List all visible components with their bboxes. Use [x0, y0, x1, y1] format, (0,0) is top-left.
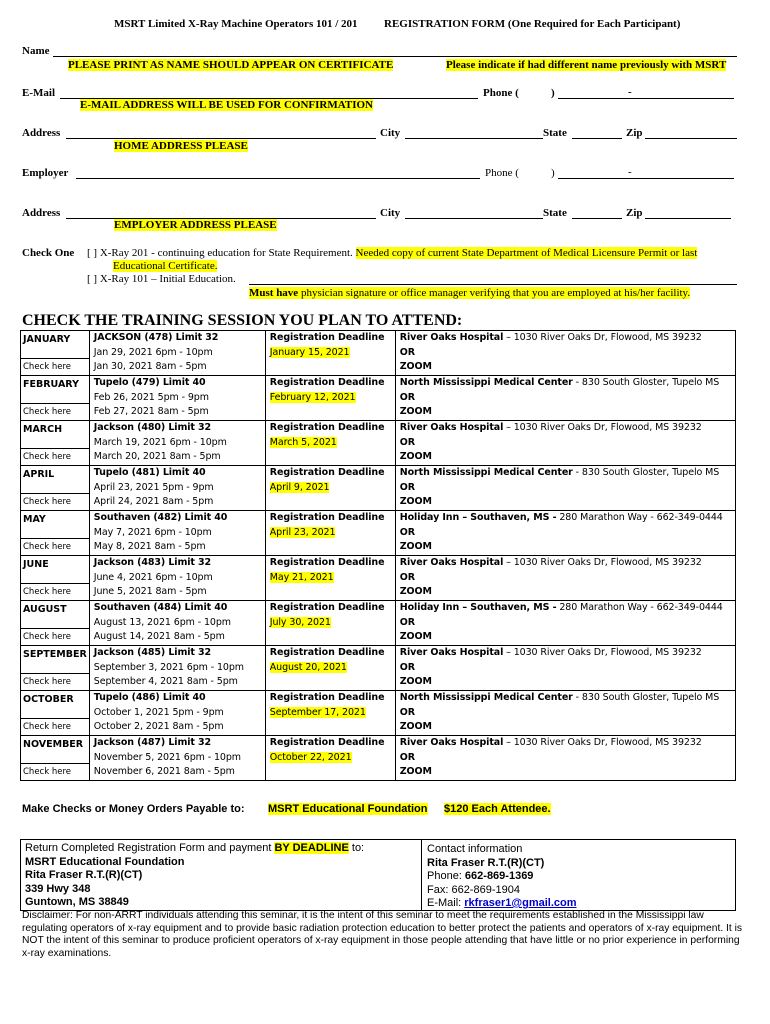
venue-or: OR	[399, 481, 415, 493]
session-title: Southaven (484) Limit 40	[93, 602, 228, 613]
month-name: APRIL	[23, 469, 55, 480]
check-one-label: Check One	[22, 247, 75, 259]
session-title: JACKSON (478) Limit 32	[93, 332, 219, 343]
venue-cell	[395, 691, 735, 736]
session-date-1: Feb 26, 2021 5pm - 9pm	[93, 391, 209, 403]
deadline-date: October 22, 2021	[269, 751, 352, 763]
session-row	[21, 691, 736, 736]
session-row	[21, 466, 736, 511]
venue-zoom: ZOOM	[399, 586, 432, 597]
must-have-note	[249, 287, 690, 299]
deadline-date: January 15, 2021	[269, 346, 350, 358]
contact-title: Contact information	[427, 843, 523, 855]
session-date-2: September 4, 2021 8am - 5pm	[93, 676, 238, 687]
home-state-field[interactable]	[572, 138, 622, 139]
zip-label: Zip	[626, 127, 643, 139]
contact-person: Rita Fraser R.T.(R)(CT)	[427, 856, 545, 869]
session-date-2: Feb 27, 2021 8am - 5pm	[93, 406, 209, 417]
venue-name: North Mississippi Medical Center	[399, 692, 573, 703]
deadline-label: Registration Deadline	[269, 602, 385, 613]
home-city-field[interactable]	[405, 138, 543, 139]
session-details	[89, 421, 265, 466]
check-here-box[interactable]: Check here	[21, 628, 89, 645]
return-org: MSRT Educational Foundation	[25, 855, 185, 868]
disclaimer: Disclaimer: For non-ARRT individuals attending this seminar, it is the intent of this seminar to meet the requirements established in the Mississippi law regulating operators of x-ray equipment and to provide basic radiation protection education to better protect the patients and operators of x-ray equipment. It is NOT the intent of this seminar to produce proficient operators of x-ray equipment in those people attending that have little or no prior experience in performing x-ray examinations.	[22, 910, 743, 959]
return-line-pre: Return Completed Registration Form and payment	[25, 842, 275, 854]
home-address-field[interactable]	[66, 138, 376, 139]
venue-cell	[395, 511, 735, 556]
check-here-box[interactable]: Check here	[21, 403, 89, 420]
session-title: Tupelo (479) Limit 40	[93, 377, 206, 388]
phone-field[interactable]	[558, 98, 734, 99]
month-cell	[21, 466, 90, 511]
venue-name: Holiday Inn – Southaven, MS -	[399, 512, 557, 523]
session-title: Jackson (480) Limit 32	[93, 422, 212, 433]
session-date-1: November 5, 2021 6pm - 10pm	[93, 751, 241, 763]
employer-label: Employer	[22, 167, 69, 179]
address-label: Address	[22, 127, 61, 139]
option-xray-201-requirement: Needed copy of current State Department of Medical Licensure Permit or last	[355, 247, 698, 259]
check-here-box[interactable]: Check here	[21, 538, 89, 555]
employer-phone-field[interactable]	[558, 178, 734, 179]
phone-dash: -	[628, 86, 632, 98]
option-xray-101[interactable]: [ ] X-Ray 101 – Initial Education.	[87, 273, 236, 285]
deadline-cell	[265, 601, 395, 646]
session-date-1: June 4, 2021 6pm - 10pm	[93, 571, 213, 583]
venue-name: River Oaks Hospital	[399, 737, 504, 748]
session-details	[89, 331, 265, 376]
deadline-cell	[265, 331, 395, 376]
venue-name: River Oaks Hospital	[399, 557, 504, 568]
session-details	[89, 556, 265, 601]
return-info-box	[20, 839, 736, 911]
month-name: MARCH	[23, 424, 63, 435]
venue-name: North Mississippi Medical Center	[399, 467, 573, 478]
deadline-date: September 17, 2021	[269, 706, 366, 718]
session-date-1: March 19, 2021 6pm - 10pm	[93, 436, 227, 448]
deadline-label: Registration Deadline	[269, 692, 385, 703]
venue-cell	[395, 646, 735, 691]
employer-city-field[interactable]	[405, 218, 543, 219]
venue-address: – 1030 River Oaks Dr, Flowood, MS 39232	[503, 737, 702, 748]
deadline-cell	[265, 556, 395, 601]
venue-address: – 1030 River Oaks Dr, Flowood, MS 39232	[503, 557, 702, 568]
venue-cell	[395, 466, 735, 511]
deadline-cell	[265, 691, 395, 736]
month-name: OCTOBER	[23, 694, 74, 705]
venue-address: – 1030 River Oaks Dr, Flowood, MS 39232	[503, 332, 702, 343]
venue-zoom: ZOOM	[399, 406, 432, 417]
session-date-1: October 1, 2021 5pm - 9pm	[93, 706, 224, 718]
session-row	[21, 601, 736, 646]
venue-or: OR	[399, 526, 415, 538]
venue-zoom: ZOOM	[399, 541, 432, 552]
deadline-date: August 20, 2021	[269, 661, 347, 673]
employer-address-note: EMPLOYER ADDRESS PLEASE	[114, 219, 277, 231]
venue-address: - 830 South Gloster, Tupelo MS	[572, 692, 720, 703]
month-cell	[21, 376, 90, 421]
deadline-label: Registration Deadline	[269, 377, 385, 388]
check-here-box[interactable]: Check here	[21, 718, 89, 735]
venue-name: River Oaks Hospital	[399, 332, 504, 343]
employer-field[interactable]	[76, 178, 480, 179]
city-label: City	[380, 127, 401, 139]
session-date-2: Jan 30, 2021 8am - 5pm	[93, 361, 207, 372]
deadline-date: February 12, 2021	[269, 391, 356, 403]
venue-or: OR	[399, 706, 415, 718]
sessions-table	[20, 330, 736, 781]
contact-fax: 662-869-1904	[451, 883, 520, 896]
session-details	[89, 376, 265, 421]
payable-label: Make Checks or Money Orders Payable to:	[22, 803, 245, 815]
deadline-cell	[265, 421, 395, 466]
session-date-2: October 2, 2021 8am - 5pm	[93, 721, 224, 732]
venue-name: River Oaks Hospital	[399, 422, 504, 433]
name-previous-note: Please indicate if had different name previously with MSRT	[446, 59, 727, 71]
deadline-label: Registration Deadline	[269, 422, 385, 433]
venue-or: OR	[399, 616, 415, 628]
employer-state-field[interactable]	[572, 218, 622, 219]
return-city: Guntown, MS 38849	[25, 896, 129, 908]
check-here-box[interactable]: Check here	[21, 448, 89, 465]
session-details	[89, 511, 265, 556]
deadline-label: Registration Deadline	[269, 647, 385, 658]
check-here-box[interactable]: Check here	[21, 358, 89, 375]
session-date-2: August 14, 2021 8am - 5pm	[93, 631, 225, 642]
check-here-box[interactable]: Check here	[21, 493, 89, 510]
venue-address: – 1030 River Oaks Dr, Flowood, MS 39232	[503, 422, 702, 433]
month-cell	[21, 556, 90, 601]
deadline-cell	[265, 466, 395, 511]
option-xray-201[interactable]	[87, 247, 747, 260]
session-date-1: Jan 29, 2021 6pm - 10pm	[93, 346, 213, 358]
venue-zoom: ZOOM	[399, 676, 432, 687]
session-row	[21, 421, 736, 466]
session-row	[21, 556, 736, 601]
deadline-date: May 21, 2021	[269, 571, 334, 583]
venue-name: North Mississippi Medical Center	[399, 377, 573, 388]
session-title: Jackson (483) Limit 32	[93, 557, 212, 568]
must-have-rest: physician signature or office manager verifying that you are employed at his/her facility.	[298, 287, 691, 299]
name-field[interactable]	[53, 56, 737, 57]
session-details	[89, 646, 265, 691]
session-date-1: August 13, 2021 6pm - 10pm	[93, 616, 231, 628]
return-person: Rita Fraser R.T.(R)(CT)	[25, 869, 143, 881]
contact-fax-label: Fax:	[427, 883, 452, 896]
contact-email-link[interactable]: rkfraser1@gmail.com	[464, 897, 577, 909]
month-cell	[21, 736, 90, 781]
option-xray-101-line	[249, 284, 737, 285]
phone-close-paren: )	[551, 87, 555, 99]
venue-address: - 830 South Gloster, Tupelo MS	[572, 467, 720, 478]
venue-zoom: ZOOM	[399, 721, 432, 732]
deadline-cell	[265, 736, 395, 781]
name-note: PLEASE PRINT AS NAME SHOULD APPEAR ON CERTIFICATE	[68, 59, 394, 71]
month-name: NOVEMBER	[23, 739, 84, 750]
option-xray-201-text: [ ] X-Ray 201 - continuing education for State Requirement.	[87, 247, 353, 259]
month-name: SEPTEMBER	[23, 649, 87, 660]
month-cell	[21, 331, 90, 376]
deadline-date: April 23, 2021	[269, 526, 336, 538]
employer-zip-label: Zip	[626, 207, 643, 219]
deadline-cell	[265, 646, 395, 691]
form-title: REGISTRATION FORM (One Required for Each Participant)	[384, 18, 681, 30]
session-date-2: April 24, 2021 8am - 5pm	[93, 496, 214, 507]
session-details	[89, 466, 265, 511]
month-name: FEBRUARY	[23, 379, 79, 390]
session-date-2: May 8, 2021 8am - 5pm	[93, 541, 206, 552]
deadline-label: Registration Deadline	[269, 512, 385, 523]
venue-name: Holiday Inn – Southaven, MS -	[399, 602, 557, 613]
session-date-1: September 3, 2021 6pm - 10pm	[93, 661, 244, 673]
employer-phone-label: Phone (	[485, 167, 519, 179]
home-address-note: HOME ADDRESS PLEASE	[114, 140, 248, 152]
venue-name: River Oaks Hospital	[399, 647, 504, 658]
venue-address: 280 Marathon Way - 662-349-0444	[556, 512, 723, 523]
session-title: Jackson (487) Limit 32	[93, 737, 212, 748]
venue-address: – 1030 River Oaks Dr, Flowood, MS 39232	[503, 647, 702, 658]
deadline-label: Registration Deadline	[269, 332, 385, 343]
sessions-title: CHECK THE TRAINING SESSION YOU PLAN TO ATTEND:	[22, 312, 463, 329]
return-street: 339 Hwy 348	[25, 882, 91, 895]
contact-email-label: E-Mail:	[427, 897, 465, 909]
session-date-1: May 7, 2021 6pm - 10pm	[93, 526, 212, 538]
employer-city-label: City	[380, 207, 401, 219]
session-row	[21, 376, 736, 421]
session-row	[21, 646, 736, 691]
session-row	[21, 511, 736, 556]
month-name: JANUARY	[23, 334, 71, 345]
venue-zoom: ZOOM	[399, 631, 432, 642]
month-cell	[21, 421, 90, 466]
session-details	[89, 736, 265, 781]
month-cell	[21, 601, 90, 646]
venue-zoom: ZOOM	[399, 496, 432, 507]
check-here-box[interactable]: Check here	[21, 583, 89, 600]
option-xray-201-requirement-cont: Educational Certificate.	[113, 260, 218, 272]
phone-label: Phone (	[483, 87, 519, 99]
venue-or: OR	[399, 391, 415, 403]
venue-cell	[395, 556, 735, 601]
employer-phone-close-paren: )	[551, 167, 555, 179]
contact-phone: 662-869-1369	[464, 870, 534, 882]
session-date-2: March 20, 2021 8am - 5pm	[93, 451, 221, 462]
month-cell	[21, 646, 90, 691]
month-cell	[21, 691, 90, 736]
venue-or: OR	[399, 751, 415, 763]
venue-address: 280 Marathon Way - 662-349-0444	[556, 602, 723, 613]
must-have-bold: Must have	[249, 287, 299, 299]
form-series-title: MSRT Limited X-Ray Machine Operators 101 / 201	[114, 18, 358, 30]
session-title: Jackson (485) Limit 32	[93, 647, 212, 658]
state-label: State	[543, 127, 567, 139]
contact-phone-label: Phone:	[427, 870, 465, 882]
venue-or: OR	[399, 346, 415, 358]
venue-cell	[395, 421, 735, 466]
month-name: MAY	[23, 514, 46, 525]
return-address	[25, 842, 364, 910]
deadline-date: July 30, 2021	[269, 616, 331, 628]
session-title: Tupelo (486) Limit 40	[93, 692, 206, 703]
return-line-post: to:	[348, 842, 365, 854]
session-date-2: November 6, 2021 8am - 5pm	[93, 766, 235, 777]
deadline-cell	[265, 376, 395, 421]
check-here-box[interactable]: Check here	[21, 763, 89, 780]
venue-cell	[395, 376, 735, 421]
session-row	[21, 736, 736, 781]
deadline-date: April 9, 2021	[269, 481, 330, 493]
deadline-label: Registration Deadline	[269, 737, 385, 748]
session-date-1: April 23, 2021 5pm - 9pm	[93, 481, 214, 493]
session-details	[89, 601, 265, 646]
venue-or: OR	[399, 571, 415, 583]
employer-state-label: State	[543, 207, 567, 219]
home-zip-field[interactable]	[645, 138, 737, 139]
venue-cell	[395, 736, 735, 781]
month-cell	[21, 511, 90, 556]
return-divider	[421, 840, 422, 910]
month-name: JUNE	[23, 559, 49, 570]
email-note: E-MAIL ADDRESS WILL BE USED FOR CONFIRMATION	[80, 99, 373, 111]
employer-phone-dash: -	[628, 166, 632, 178]
session-date-2: June 5, 2021 8am - 5pm	[93, 586, 207, 597]
employer-address-label: Address	[22, 207, 61, 219]
session-details	[89, 691, 265, 736]
venue-cell	[395, 601, 735, 646]
name-label: Name	[22, 45, 50, 57]
venue-cell	[395, 331, 735, 376]
venue-zoom: ZOOM	[399, 766, 432, 777]
check-here-box[interactable]: Check here	[21, 673, 89, 690]
session-row	[21, 331, 736, 376]
attendee-fee: $120 Each Attendee.	[444, 803, 551, 815]
return-deadline: BY DEADLINE	[274, 842, 349, 854]
venue-or: OR	[399, 436, 415, 448]
month-name: AUGUST	[23, 604, 67, 615]
deadline-label: Registration Deadline	[269, 467, 385, 478]
venue-address: - 830 South Gloster, Tupelo MS	[572, 377, 720, 388]
deadline-cell	[265, 511, 395, 556]
contact-info	[427, 843, 577, 911]
email-label: E-Mail	[22, 87, 55, 99]
venue-zoom: ZOOM	[399, 361, 432, 372]
employer-zip-field[interactable]	[645, 218, 731, 219]
session-title: Southaven (482) Limit 40	[93, 512, 228, 523]
venue-zoom: ZOOM	[399, 451, 432, 462]
deadline-label: Registration Deadline	[269, 557, 385, 568]
venue-or: OR	[399, 661, 415, 673]
deadline-date: March 5, 2021	[269, 436, 337, 448]
payable-org: MSRT Educational Foundation	[268, 803, 428, 815]
session-title: Tupelo (481) Limit 40	[93, 467, 206, 478]
